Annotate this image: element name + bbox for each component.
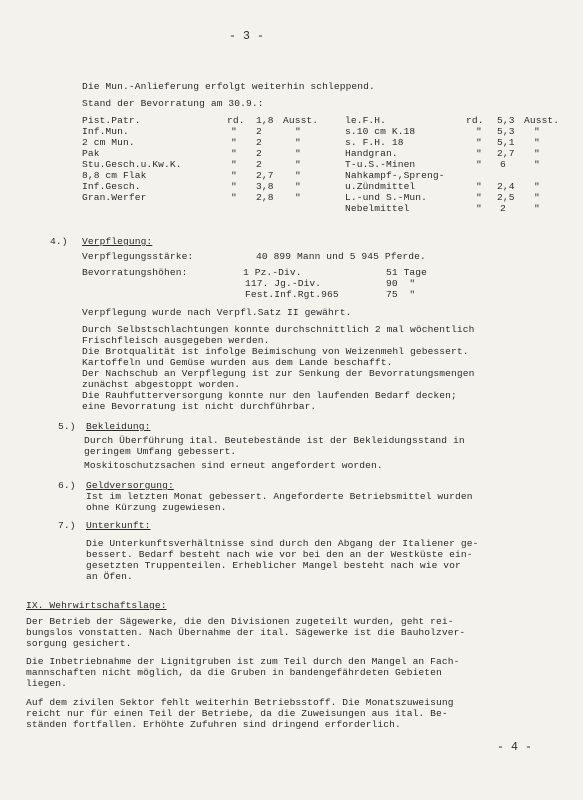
ammo-rd: ": [476, 137, 482, 148]
paragraph-line: mannschaften nicht möglich, da die Gruben in bandengefährdeten Gebieten: [26, 667, 442, 678]
ammo-name: T-u.S.-Minen: [345, 159, 416, 170]
paragraph-line: ohne Kürzung zugewiesen.: [86, 502, 227, 513]
page-number-header: - 3 -: [229, 30, 265, 43]
ammo-name: Gran.Werfer: [82, 192, 147, 203]
ammo-rd: ": [231, 181, 237, 192]
ammo-rd: ": [231, 148, 237, 159]
ammo-name: Pak: [82, 148, 100, 159]
ammo-value: 2: [500, 203, 506, 214]
paragraph-line: sorgung gesichert.: [26, 638, 132, 649]
paragraph-line: Die Unterkunftsverhältnisse sind durch den Abgang der Italiener ge-: [86, 538, 479, 549]
section-heading-bekleidung: Bekleidung:: [86, 421, 151, 432]
ammo-value: 2: [256, 159, 262, 170]
bevorratung-value: 90 ": [386, 278, 416, 289]
paragraph-line: bessert. Bedarf besteht nach wie vor bei den an der Westküste ein-: [86, 549, 473, 560]
ammo-unit: ": [295, 192, 301, 203]
verpflegungsstaerke-value: 40 899 Mann und 5 945 Pferde.: [256, 251, 426, 262]
ammo-unit: ": [534, 181, 540, 192]
ammo-name: L.-und S.-Mun.: [345, 192, 428, 203]
ammo-name: Pist.Patr.: [82, 115, 141, 126]
ammo-unit: ": [295, 181, 301, 192]
ammo-name: le.F.H.: [345, 115, 387, 126]
verpflegungsstaerke-label: Verpflegungsstärke:: [82, 251, 194, 262]
ammo-name: Handgran.: [345, 148, 398, 159]
ammo-value: 5,3: [497, 126, 515, 137]
ammo-rd: ": [476, 192, 482, 203]
ammo-rd: rd.: [466, 115, 484, 126]
ammo-name: Nebelmittel: [345, 203, 410, 214]
ammo-rd: ": [476, 159, 482, 170]
ammo-rd: ": [231, 137, 237, 148]
paragraph-line: zunächst abgestoppt worden.: [82, 379, 241, 390]
ammo-unit: ": [534, 148, 540, 159]
ammo-name: 2 cm Mun.: [82, 137, 135, 148]
ammo-unit: ": [295, 159, 301, 170]
ammo-value: 2,5: [497, 192, 515, 203]
ammo-rd: ": [231, 170, 237, 181]
paragraph-line: Verpflegung wurde nach Verpfl.Satz II gewährt.: [82, 307, 352, 318]
paragraph-line: gesetzten Truppenteilen. Erheblicher Mangel besteht nach wie vor: [86, 560, 461, 571]
paragraph-line: ständen fortfallen. Erhöhte Zufuhren sind dringend erforderlich.: [26, 719, 401, 730]
paragraph-line: geringem Umfang gebessert.: [84, 446, 237, 457]
ammo-rd: ": [476, 203, 482, 214]
ammo-unit: ": [534, 159, 540, 170]
ammo-rd: ": [231, 192, 237, 203]
ammo-unit: Ausst.: [283, 115, 319, 126]
paragraph-line: Die Inbetriebnahme der Lignitgruben ist zum Teil durch den Mangel an Fach-: [26, 656, 460, 667]
ammo-rd: ": [231, 159, 237, 170]
section-number: 4.): [50, 236, 68, 247]
page-number-footer: - 4 -: [497, 741, 533, 754]
paragraph-line: Ist im letzten Monat gebessert. Angeforderte Betriebsmittel wurden: [86, 491, 473, 502]
section-number: 7.): [58, 520, 76, 531]
ammo-name: Nahkampf-,Spreng-: [345, 170, 445, 181]
ammo-value: 2,4: [497, 181, 515, 192]
paragraph-line: Durch Selbstschlachtungen konnte durchschnittlich 2 mal wöchentlich: [82, 324, 475, 335]
paragraph-line: Kartoffeln und Gemüse wurden aus dem Lande beschafft.: [82, 357, 393, 368]
ammo-unit: ": [534, 126, 540, 137]
ammo-value: 2: [256, 126, 262, 137]
ammo-value: 2,7: [256, 170, 274, 181]
ammo-value: 3,8: [256, 181, 274, 192]
ammo-rd: ": [476, 148, 482, 159]
paragraph-line: an Öfen.: [86, 571, 133, 582]
ammo-name: s.10 cm K.18: [345, 126, 416, 137]
ammo-unit: ": [534, 192, 540, 203]
bevorratung-value: 51 Tage: [386, 267, 428, 278]
ammo-unit: Ausst.: [524, 115, 560, 126]
paragraph-line: Der Nachschub an Verpflegung ist zur Senkung der Bevorratungsmengen: [82, 368, 475, 379]
ammo-rd: ": [476, 126, 482, 137]
section-number: 5.): [58, 421, 76, 432]
ammo-value: 5,3: [497, 115, 515, 126]
ammo-unit: ": [534, 203, 540, 214]
ammo-value: 2: [256, 148, 262, 159]
ammo-name: 8,8 cm Flak: [82, 170, 147, 181]
ammo-rd: rd.: [227, 115, 245, 126]
bevorratungshoehen-label: Bevorratungshöhen:: [82, 267, 188, 278]
section-heading-wehrwirtschaftslage: IX. Wehrwirtschaftslage:: [26, 600, 167, 611]
munition-stand: Stand der Bevorratung am 30.9.:: [82, 98, 264, 109]
paragraph-line: bungslos vonstatten. Nach Übernahme der ital. Sägewerke ist die Bauholzver-: [26, 627, 466, 638]
paragraph-line: reicht nur für einen Teil der Betriebe, da die Zuweisungen aus ital. Be-: [26, 708, 448, 719]
paragraph-line: Auf dem zivilen Sektor fehlt weiterhin Betriebsstoff. Die Monatszuweisung: [26, 697, 454, 708]
paragraph-line: eine Bevorratung ist nicht durchführbar.: [82, 401, 317, 412]
ammo-name: Inf.Mun.: [82, 126, 129, 137]
ammo-value: 2,8: [256, 192, 274, 203]
section-heading-verpflegung: Verpflegung:: [82, 236, 153, 247]
ammo-unit: ": [295, 137, 301, 148]
ammo-name: s. F.H. 18: [345, 137, 404, 148]
ammo-value: 2: [256, 137, 262, 148]
ammo-rd: ": [476, 181, 482, 192]
section-heading-unterkunft: Unterkunft:: [86, 520, 151, 531]
ammo-unit: ": [295, 148, 301, 159]
bevorratung-unit: Fest.Inf.Rgt.965: [245, 289, 339, 300]
paragraph-line: Durch Überführung ital. Beutebestände ist der Bekleidungsstand in: [84, 435, 465, 446]
bevorratung-unit: 1 Pz.-Div.: [243, 267, 302, 278]
bevorratung-unit: 117. Jg.-Div.: [245, 278, 322, 289]
section-heading-geldversorgung: Geldversorgung:: [86, 480, 174, 491]
paragraph-line: Die Brotqualität ist infolge Beimischung von Weizenmehl gebessert.: [82, 346, 469, 357]
ammo-name: Inf.Gesch.: [82, 181, 141, 192]
ammo-name: Stu.Gesch.u.Kw.K.: [82, 159, 182, 170]
paragraph-line: Frischfleisch ausgegeben werden.: [82, 335, 270, 346]
ammo-value: 6: [500, 159, 506, 170]
ammo-unit: ": [295, 170, 301, 181]
paragraph-line: Moskitoschutzsachen sind erneut angefordert worden.: [84, 460, 383, 471]
paragraph-line: liegen.: [26, 678, 68, 689]
munition-intro: Die Mun.-Anlieferung erfolgt weiterhin schleppend.: [82, 81, 375, 92]
section-number: 6.): [58, 480, 76, 491]
ammo-rd: ": [231, 126, 237, 137]
bevorratung-value: 75 ": [386, 289, 416, 300]
paragraph-line: Der Betrieb der Sägewerke, die den Divisionen zugeteilt wurden, geht rei-: [26, 616, 454, 627]
ammo-value: 2,7: [497, 148, 515, 159]
ammo-unit: ": [295, 126, 301, 137]
ammo-unit: ": [534, 137, 540, 148]
ammo-name: u.Zündmittel: [345, 181, 416, 192]
paragraph-line: Die Rauhfutterversorgung konnte nur den laufenden Bedarf decken;: [82, 390, 457, 401]
ammo-value: 5,1: [497, 137, 515, 148]
ammo-value: 1,8: [256, 115, 274, 126]
